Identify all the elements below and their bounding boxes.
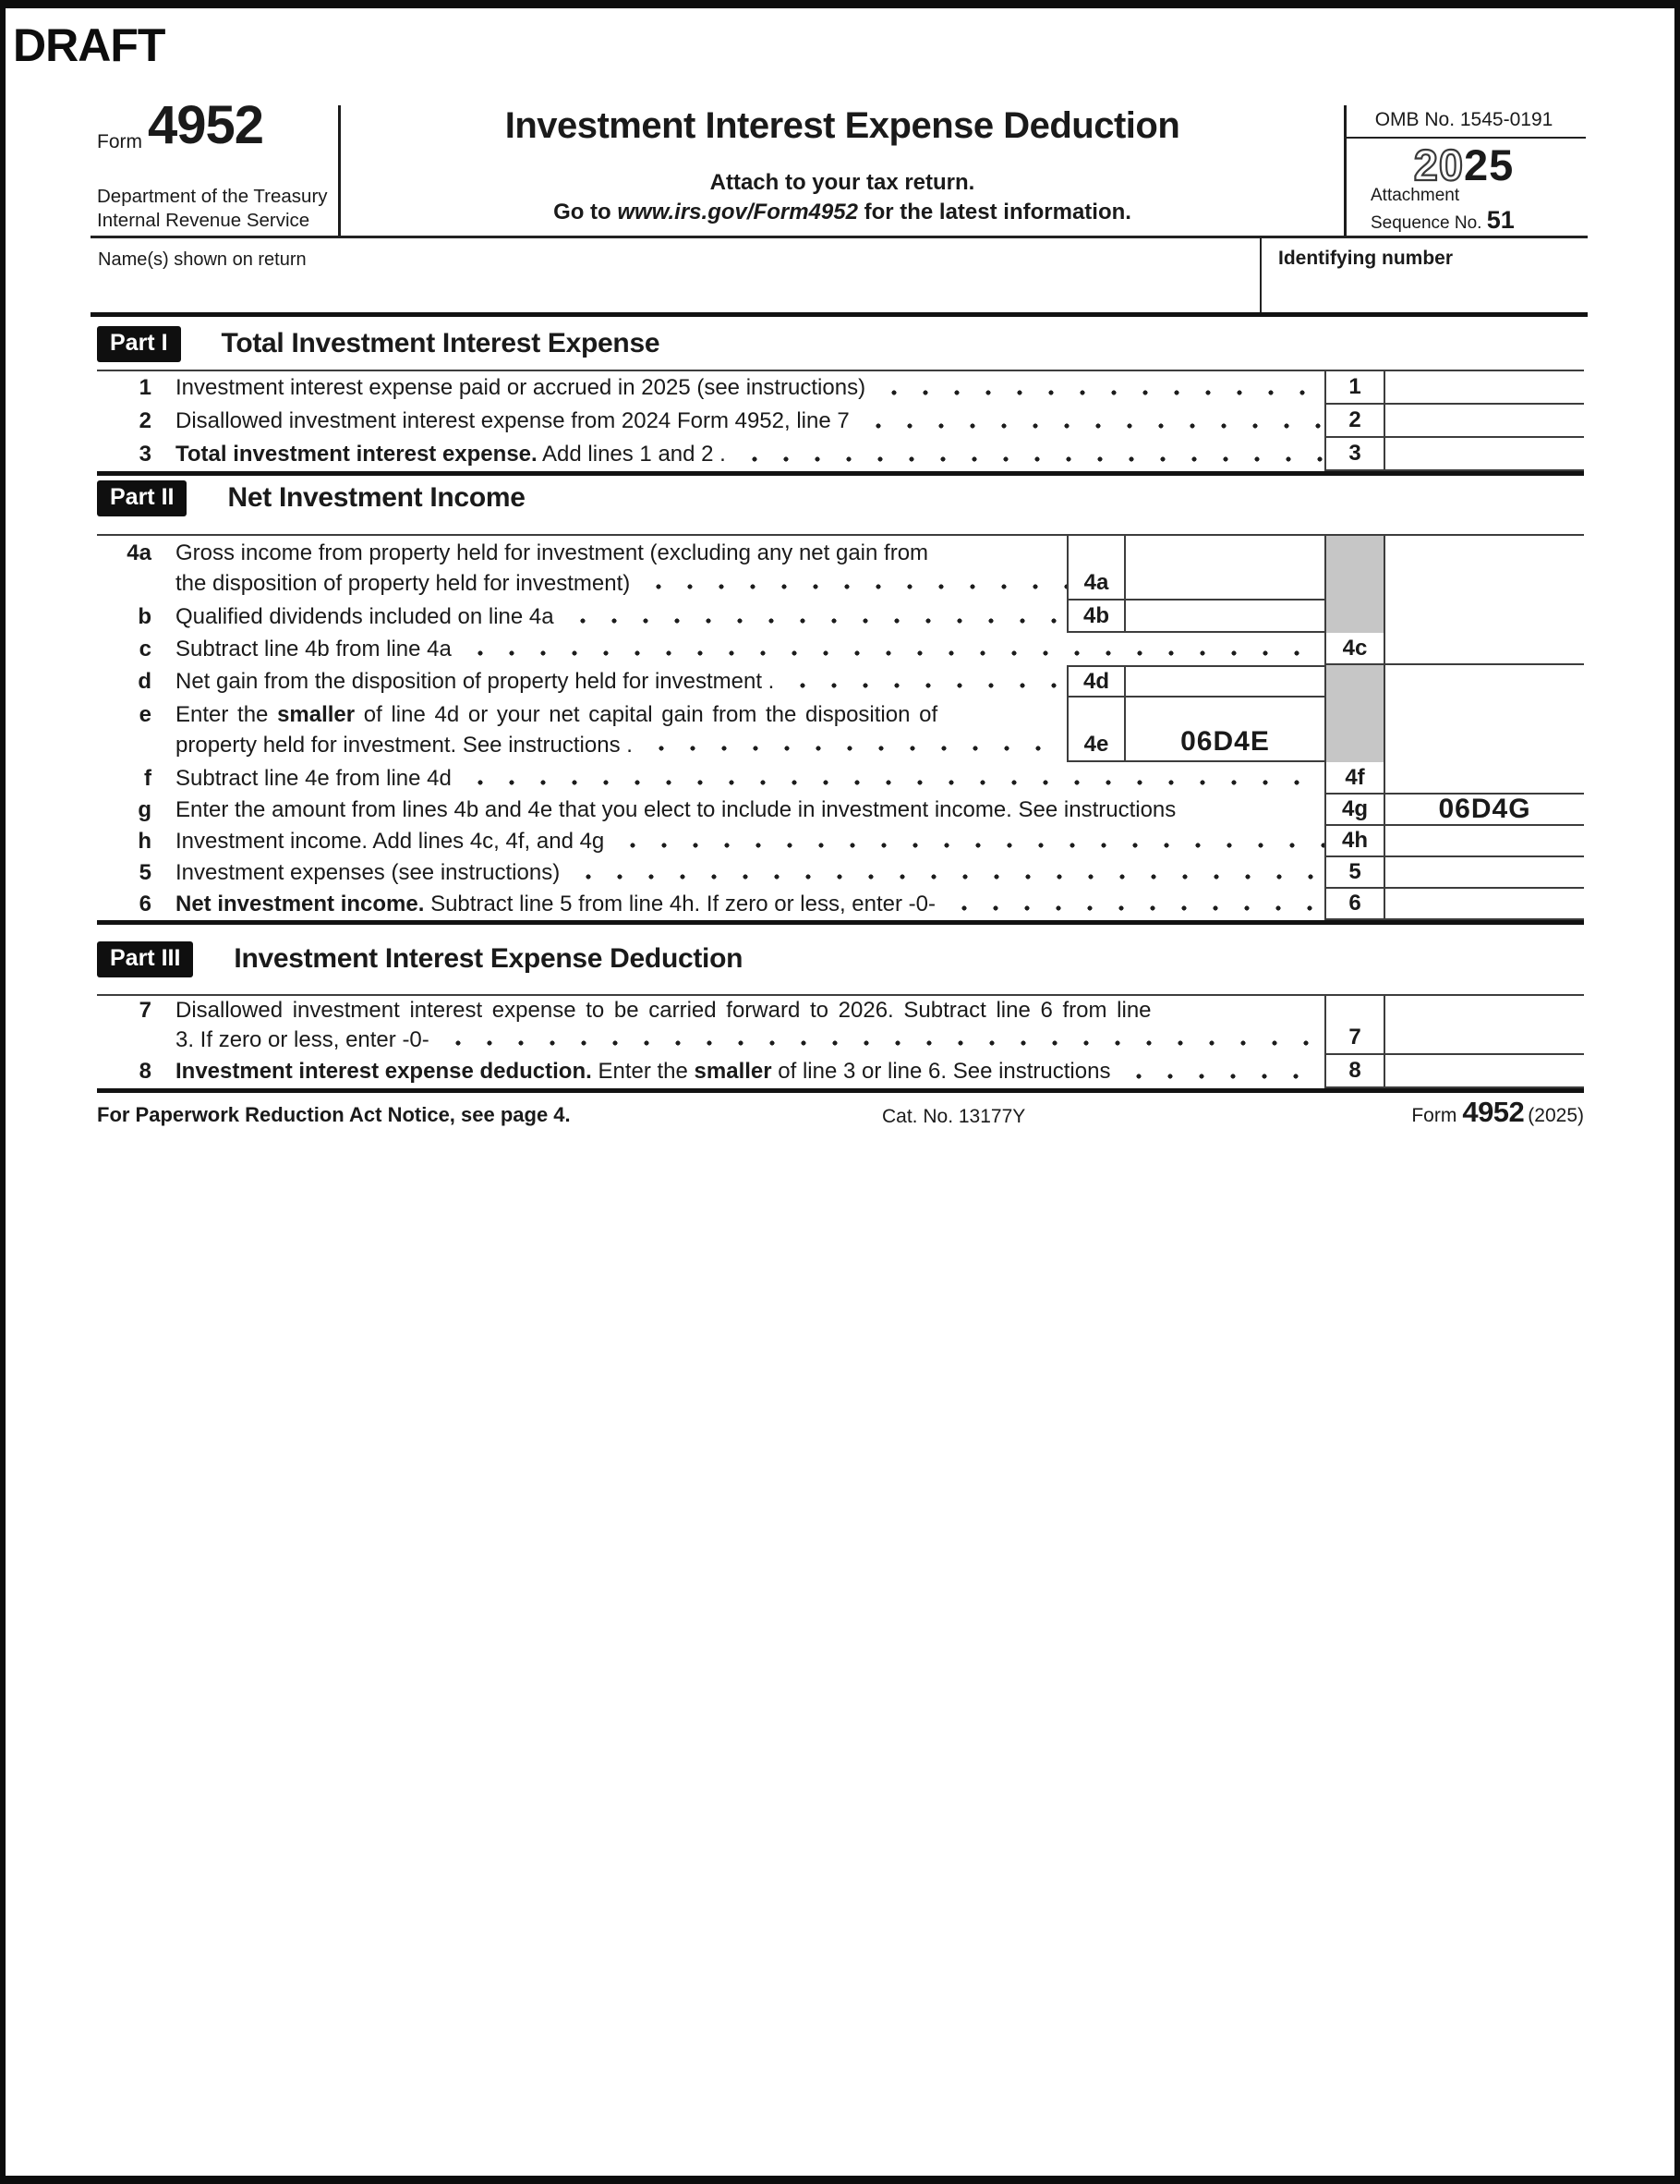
goto-url: www.irs.gov/Form4952 (617, 200, 858, 224)
goto-prefix: Go to (553, 200, 618, 224)
line-text-segment: Investment interest expense deduction. (175, 1059, 592, 1084)
part-2-table (97, 534, 1584, 925)
line-text (175, 669, 774, 695)
footer-form-number: 4952 (1462, 1096, 1525, 1128)
line-ref-box: 4e (1067, 698, 1126, 762)
part-3-title: Investment Interest Expense Deduction (234, 943, 743, 974)
part-3-badge: Part III (97, 941, 193, 977)
line-text-segment: 3. If zero or less, enter -0- (175, 1027, 429, 1052)
line-text-segment: of line 3 or line 6. See instructions (771, 1059, 1111, 1084)
agency-line-1: Department of the Treasury (97, 186, 328, 207)
line-text-row (97, 762, 1324, 795)
line-text-row (97, 889, 1324, 920)
line-text (175, 375, 865, 401)
line-text-segment: property held for investment. See instructions . (175, 732, 633, 758)
line-number: 6 (139, 892, 151, 916)
line-text-row (97, 371, 1324, 405)
line-ref-box: 4f (1324, 762, 1385, 795)
line-text-segment: Qualified dividends included on line 4a (175, 603, 554, 629)
line-ref-box: 4d (1067, 665, 1126, 698)
part-2-badge: Part II (97, 480, 187, 516)
line-text-segment: Net investment income. (175, 892, 425, 916)
line-ref-box: 6 (1324, 889, 1385, 920)
line-text-row (97, 538, 1067, 568)
line-text-row (97, 665, 1067, 698)
amount-entry-box[interactable] (1126, 601, 1324, 633)
line-text-segment: Total investment interest expense. (175, 442, 538, 467)
line-number: 2 (139, 408, 151, 433)
paperwork-notice: For Paperwork Reduction Act Notice, see page 4. (97, 1103, 571, 1126)
form-line-4h (97, 826, 1584, 857)
name-id-row (91, 236, 1588, 317)
identifying-number-input-area[interactable] (1262, 272, 1588, 312)
amount-entry-box[interactable] (1385, 762, 1584, 795)
line-text (175, 637, 452, 662)
line-ref-box: 4b (1067, 601, 1126, 633)
dot-leader (461, 762, 1324, 795)
line-number: 4a (127, 540, 151, 565)
part-1-table (97, 370, 1584, 476)
form-line-4e (97, 698, 1584, 762)
line-ref-box: 3 (1324, 438, 1385, 471)
footer-form-year: (2025) (1528, 1105, 1584, 1126)
sequence-label (1371, 206, 1515, 235)
line-text (175, 998, 1152, 1024)
draft-box-code: 06D4E (1180, 726, 1270, 757)
form-line-7 (97, 996, 1584, 1055)
amount-entry-box[interactable] (1126, 698, 1324, 762)
shaded-cell (1324, 698, 1385, 762)
line-text-row (97, 795, 1324, 826)
dot-leader (859, 405, 1324, 438)
tax-year (1346, 140, 1582, 190)
line-description (97, 996, 1324, 1055)
line-text (175, 604, 554, 630)
dot-leader (875, 371, 1324, 405)
line-description (97, 536, 1067, 601)
line-text (175, 892, 936, 917)
part-3-table (97, 994, 1584, 1093)
form-line-4c (97, 633, 1584, 665)
line-text-row (97, 730, 1067, 760)
dot-leader (945, 889, 1324, 920)
line-text (175, 540, 928, 566)
form-line-8 (97, 1055, 1584, 1088)
part-2-title: Net Investment Income (227, 482, 526, 513)
line-ref-box: 4c (1324, 633, 1385, 665)
form-line-2 (97, 405, 1584, 438)
line-text (175, 408, 850, 434)
amount-entry-box[interactable] (1385, 857, 1584, 889)
line-text-segment: Gross income from property held for investment (excluding any net gain from (175, 540, 929, 565)
line-description (97, 665, 1067, 698)
line-text-segment: Subtract line 4b from line 4a (175, 636, 452, 661)
dot-leader (735, 438, 1324, 471)
sequence-number: 51 (1486, 206, 1515, 234)
line-text (175, 1027, 429, 1053)
line-description (97, 857, 1324, 889)
amount-entry-box[interactable] (1385, 438, 1584, 471)
draft-watermark: DRAFT (13, 19, 165, 71)
line-text-segment: Investment income. Add lines 4c, 4f, and 4g (175, 829, 605, 854)
footer-form-word: Form (1411, 1105, 1457, 1126)
line-text-segment: Net gain from the disposition of property held for investment . (175, 668, 775, 694)
line-description (97, 633, 1324, 665)
line-description (97, 1055, 1324, 1088)
attachment-label: Attachment (1371, 186, 1460, 205)
dot-leader (783, 665, 1067, 698)
line-ref-box: 5 (1324, 857, 1385, 889)
shaded-cell (1324, 601, 1385, 633)
amount-entry-box[interactable] (1126, 665, 1324, 698)
dot-leader (613, 826, 1324, 857)
name-label: Name(s) shown on return (98, 249, 307, 270)
line-text-row (97, 826, 1324, 857)
form-line-3 (97, 438, 1584, 471)
amount-entry-box[interactable] (1385, 795, 1584, 826)
shaded-cell (1324, 536, 1385, 601)
line-ref-box: 2 (1324, 405, 1385, 438)
amount-entry-box[interactable] (1385, 633, 1584, 665)
catalog-number: Cat. No. 13177Y (882, 1106, 1026, 1127)
line-description (97, 405, 1324, 438)
line-text-segment: Subtract line 5 from line 4h. If zero or less, enter -0- (424, 892, 936, 916)
line-number: c (139, 636, 151, 661)
dot-leader (569, 857, 1324, 889)
line-text-row (97, 601, 1067, 633)
line-text-segment: the disposition of property held for investment) (175, 570, 631, 596)
line-description (97, 601, 1067, 633)
identifying-number-label: Identifying number (1278, 248, 1453, 269)
line-number: 7 (139, 998, 151, 1023)
line-text-row (97, 405, 1324, 438)
amount-entry-box[interactable] (1385, 889, 1584, 920)
form-number: 4952 (148, 95, 264, 155)
line-text (175, 571, 630, 597)
line-ref-box: 4a (1067, 536, 1126, 601)
line-description (97, 438, 1324, 471)
line-text-segment: Disallowed investment interest expense from 2024 Form 4952, line 7 (175, 408, 850, 433)
line-text-row (97, 568, 1067, 599)
line-text-segment: Investment interest expense paid or accrued in 2025 (see instructions) (175, 375, 866, 400)
line-text-row (97, 438, 1324, 471)
tax-year-bold: 25 (1464, 140, 1515, 189)
line-number: g (138, 797, 151, 822)
line-text (175, 829, 604, 855)
amount-entry-box[interactable] (1385, 826, 1584, 857)
dot-leader (639, 568, 1067, 599)
tax-year-outline: 20 (1413, 140, 1464, 189)
draft-box-code: 06D4G (1438, 794, 1531, 824)
amount-entry-box[interactable] (1126, 536, 1324, 601)
line-text-segment: of line 4d or your net capital gain from the disposition of (355, 701, 938, 727)
form-word-label: Form (97, 131, 142, 152)
part-1-header (97, 325, 659, 362)
form-title: Investment Interest Expense Deduction (504, 105, 1180, 146)
form-line-1 (97, 371, 1584, 405)
line-text-segment: smaller (277, 701, 356, 727)
part-3-header (97, 940, 743, 977)
line-text-segment: Add lines 1 and 2 . (537, 442, 726, 467)
goto-instruction (341, 200, 1344, 225)
line-number: h (138, 829, 151, 854)
line-text (175, 733, 633, 758)
line-number: 1 (139, 375, 151, 400)
line-number: e (139, 701, 151, 727)
line-number: 5 (139, 860, 151, 885)
line-number: 3 (139, 442, 151, 467)
part-1-badge: Part I (97, 326, 181, 362)
line-text-row (97, 1055, 1324, 1088)
line-text (175, 860, 560, 886)
dot-leader (461, 633, 1324, 665)
line-description (97, 826, 1324, 857)
line-text-segment: Enter the (175, 701, 278, 727)
amount-entry-box[interactable] (1385, 405, 1584, 438)
omb-underline (1344, 137, 1586, 139)
line-text-segment: Disallowed investment interest expense to be carried forward to 2026. Subtract line 6 from line (175, 998, 1152, 1023)
line-ref-box: 1 (1324, 371, 1385, 405)
form-line-4f (97, 762, 1584, 795)
amount-entry-box[interactable] (1385, 996, 1584, 1055)
line-text-row (97, 996, 1324, 1025)
line-text (175, 702, 937, 728)
line-description (97, 698, 1067, 762)
line-number: d (138, 668, 151, 694)
form-line-4b (97, 601, 1584, 633)
line-ref-box: 7 (1324, 996, 1385, 1055)
dot-leader (439, 1025, 1324, 1055)
omb-number: OMB No. 1545-0191 (1374, 109, 1553, 130)
goto-suffix: for the latest information. (857, 200, 1131, 224)
amount-entry-box[interactable] (1385, 1055, 1584, 1088)
dot-leader (563, 601, 1067, 633)
line-description (97, 795, 1324, 826)
line-text (175, 442, 726, 467)
part-2-header (97, 479, 526, 516)
line-number: b (138, 603, 151, 629)
amount-entry-box[interactable] (1385, 371, 1584, 405)
line-text (175, 1059, 1110, 1085)
line-text (175, 797, 1176, 823)
line-text-segment: Enter the (591, 1059, 695, 1084)
line-text-segment: Subtract line 4e from line 4d (175, 765, 452, 791)
form-line-6 (97, 889, 1584, 920)
form-line-4d (97, 665, 1584, 698)
line-description (97, 762, 1324, 795)
line-text (175, 766, 452, 792)
shaded-cell (1324, 665, 1385, 698)
line-text-row (97, 1025, 1324, 1055)
line-text-segment: Investment expenses (see instructions) (175, 860, 561, 885)
line-text-segment: smaller (694, 1059, 772, 1084)
agency-line-2: Internal Revenue Service (97, 210, 310, 231)
line-ref-box: 8 (1324, 1055, 1385, 1088)
part-1-title: Total Investment Interest Expense (221, 328, 660, 358)
line-ref-box: 4g (1324, 795, 1385, 826)
attach-instruction: Attach to your tax return. (709, 170, 975, 195)
line-description (97, 889, 1324, 920)
line-text-row (97, 699, 1067, 730)
line-number: f (144, 765, 151, 791)
footer-form-id (1411, 1096, 1584, 1129)
line-ref-box: 4h (1324, 826, 1385, 857)
line-text-row (97, 857, 1324, 889)
line-description (97, 371, 1324, 405)
sequence-text: Sequence No. (1371, 213, 1487, 233)
dot-leader (642, 730, 1067, 760)
line-number: 8 (139, 1059, 151, 1084)
form-line-5 (97, 857, 1584, 889)
dot-leader (1119, 1055, 1324, 1088)
name-input-area[interactable] (91, 272, 1260, 312)
line-text-segment: Enter the amount from lines 4b and 4e that you elect to include in investment income. See instructions (175, 797, 1177, 822)
form-line-4g (97, 795, 1584, 826)
form-line-4a (97, 536, 1584, 601)
line-text-row (97, 633, 1324, 665)
